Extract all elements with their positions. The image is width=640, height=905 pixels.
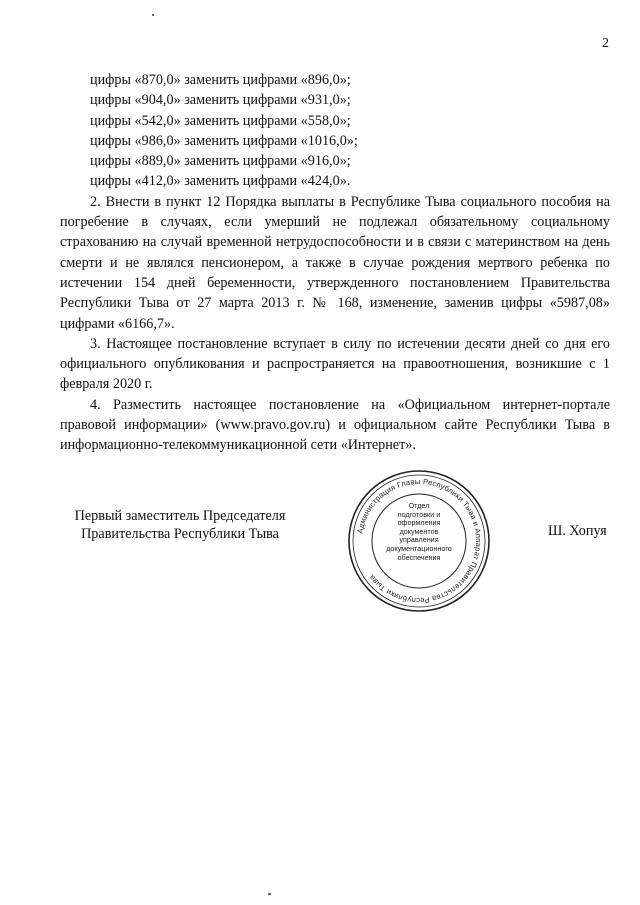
signatory-title-line: Правительства Республики Тыва (81, 526, 279, 542)
replacement-line: цифры «986,0» заменить цифрами «1016,0»; (90, 132, 358, 149)
page-number: 2 (602, 36, 609, 51)
scan-speck (152, 14, 154, 16)
signatory-title-line: Первый заместитель Председателя (74, 508, 286, 524)
stamp-line: документационного (386, 543, 452, 553)
scan-speck (268, 893, 271, 895)
replacement-line: цифры «412,0» заменить цифрами «424,0». (90, 173, 351, 190)
stamp-line: подготовки и (397, 509, 441, 519)
paragraph-4: 4. Разместить настоящее постановление на «Официальном интернет-портале правовой информации» (www.pravo.gov.ru) и официальном сайте Республики Тыва в информационно-телекоммуникационной сети «Интернет». (60, 396, 610, 454)
replacement-line: цифры «889,0» заменить цифрами «916,0»; (90, 153, 351, 170)
paragraph-2: 2. Внести в пункт 12 Порядка выплаты в Республике Тыва социального пособия на погребение в случаях, если умерший не подлежал обязательному социальному страхованию на случай временной нетрудоспособности и в связи с материнством на день смерти и не являлся пенсионером, а также в случае рождения мертвого ребенка по истечении 154 дней беременности, утвержденного постановлением Правительства Республики Тыва от 27 марта 2013 г. № 168, изменение, заменив цифры «5987,08» цифрами «6166,7». (60, 193, 610, 332)
stamp-line: оформления документов (397, 518, 441, 536)
signatory-name: Ш. Хопуя (548, 523, 607, 539)
replacement-line: цифры «870,0» заменить цифрами «896,0»; (90, 72, 351, 88)
signatory-title (60, 507, 300, 543)
stamp-inner-text (381, 502, 457, 562)
replacement-line: цифры «542,0» заменить цифрами «558,0»; (90, 112, 351, 129)
official-stamp (344, 466, 494, 616)
stamp-line: Отдел (408, 501, 430, 510)
replacement-line: цифры «904,0» заменить цифрами «931,0»; (90, 92, 351, 109)
paragraph-3: 3. Настоящее постановление вступает в силу по истечении десяти дней со дня его официального опубликования и распространяется на правоотношения, возникшие с 1 февраля 2020 г. (60, 335, 610, 393)
stamp-line: управления (399, 535, 439, 545)
stamp-line: обеспечения (397, 552, 441, 562)
document-body (60, 70, 610, 456)
stamp-ring-text: Администрация Главы Республики Тыва и Аппарат Правительства Республики Тыва (355, 476, 484, 606)
